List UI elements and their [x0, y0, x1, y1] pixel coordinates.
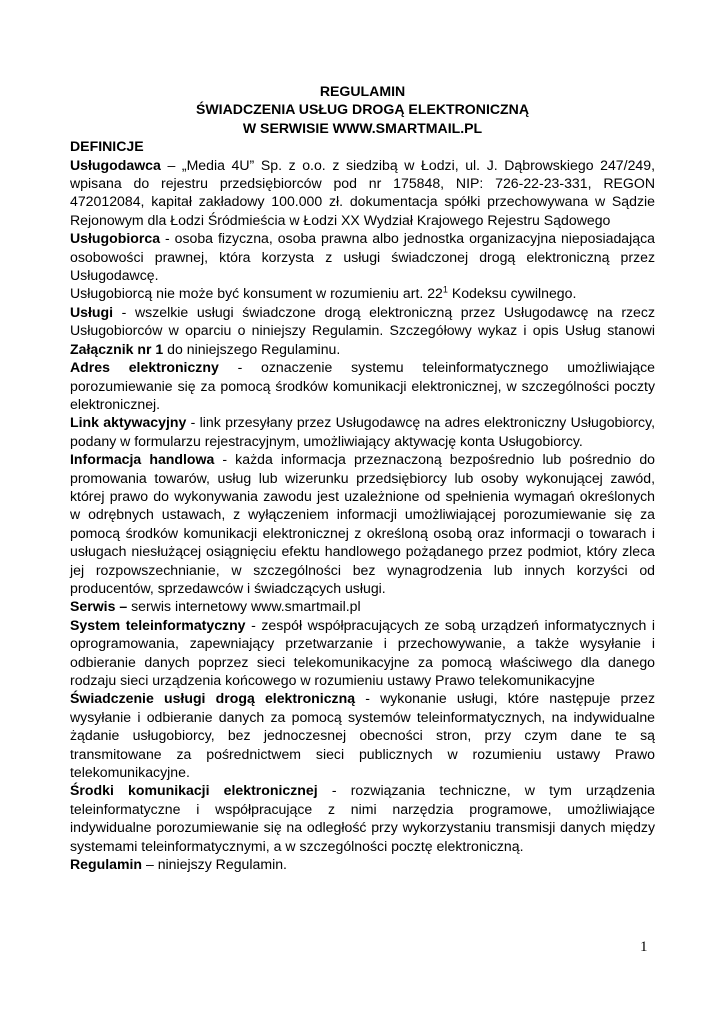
definition-term: System teleinformatyczny: [70, 616, 246, 633]
definition-term: Link aktywacyjny: [70, 414, 187, 431]
definition-text: - link przesyłany przez Usługodawcę na adres elektroniczny Usługobiorcy, podany w formularzu rejestracyjnym, umożliwiający aktywację konta Usługobiorcy.: [70, 414, 655, 449]
document-title-line-2: ŚWIADCZENIA USŁUG DROGĄ ELEKTRONICZNĄ: [195, 101, 530, 118]
definition-term: Regulamin: [70, 856, 143, 873]
definition-regulamin: [70, 855, 655, 873]
definition-text: – „Media 4U” Sp. z o.o. z siedzibą w Łodzi, ul. J. Dąbrowskiego 247/249, wpisana do rejestru przedsiębiorców pod nr 175848, NIP: 726-22-23-331, REGON 472012084, kapitał zakładowy 100.000 zł. dokumentacja spółki przechowywana w Sądzie Rejonowym dla Łodzi Śródmieścia w Łodzi XX Wydział Krajowego Rejestru Sądowego: [70, 156, 655, 228]
definition-link-aktywacyjny: [70, 413, 655, 450]
definition-term: Serwis –: [70, 598, 128, 615]
definition-adres-elektroniczny: [70, 358, 655, 413]
definition-text: - osoba fizyczna, osoba prawna albo jednostka organizacyjna nieposiadająca osobowości prawnej, która korzysta z usługi świadczonej drogą elektroniczną przez Usługodawcę.: [70, 230, 655, 284]
definition-system-teleinformatyczny: [70, 616, 655, 690]
consumer-note: [70, 284, 655, 302]
definition-text: - każda informacja przeznaczoną bezpośrednio lub pośrednio do promowania towarów, usług lub wizerunku przedsiębiorcy lub osoby wykonującej zawód, której prawo do wykonywania zawodu jest uzależnione od spełnienia wymagań określonych w odrębnych ustawach, z wyłączeniem informacji umożliwiającej porozumiewanie się za pomocą środków komunikacji elektronicznej z określoną osobą oraz informacji o towarach i usługach niesłużącej osiągnięciu efektu handlowego pożądanego przez podmiot, który zleca jej rozpowszechnianie, w szczególności bez wynagrodzenia lub innych korzyści od producentów, sprzedawców i świadczących usługi.: [70, 451, 655, 596]
definition-text: serwis internetowy www.smartmail.pl: [127, 598, 361, 615]
attachment-reference: Załącznik nr 1: [70, 340, 164, 357]
definition-term: Usługobiorca: [70, 230, 161, 247]
document-title-line-3: W SERWISIE WWW.SMARTMAIL.PL: [242, 119, 483, 136]
definitions-heading: DEFINICJE: [70, 138, 144, 155]
definition-text: - wszelkie usługi świadczone drogą elektroniczną przez Usługodawcę na rzecz Usługobiorców w oparciu o niniejszy Regulamin. Szczegółowy wykaz i opis Usług stanowi: [70, 303, 655, 339]
document-page: [70, 82, 655, 873]
definition-text: - wykonanie usługi, które następuje przez wysyłanie i odbieranie danych za pomocą systemów teleinformatycznych, na indywidualne żądanie usługobiorcy, bez jednoczesnej obecności stron, przy czym dane te są transmitowane za pośrednictwem sieci publicznych w rozumieniu ustawy Prawo telekomunikacyjne.: [70, 690, 655, 781]
page-number: 1: [640, 939, 648, 955]
definition-term: Usługi: [70, 303, 114, 320]
superscript: 1: [442, 284, 448, 295]
definition-text: - zespół współpracujących ze sobą urządzeń informatycznych i oprogramowania, zapewniający przetwarzanie i przechowywanie, a także wysyłanie i odbieranie danych poprzez sieci telekomunikacyjne za pomocą właściwego dla danego rodzaju sieci urządzenia końcowego w rozumieniu ustawy Prawo telekomunikacyjne: [70, 616, 656, 688]
definition-term: Środki komunikacji elektronicznej: [70, 782, 318, 799]
definition-uslugodawca: [70, 156, 655, 230]
definition-serwis: [70, 597, 655, 615]
definition-informacja-handlowa: [70, 450, 655, 597]
definition-uslugobiorca: [70, 229, 655, 284]
consumer-note-text-end: Kodeksu cywilnego.: [447, 285, 577, 302]
definition-term: Usługodawca: [70, 156, 161, 173]
definition-text: - rozwiązania techniczne, w tym urządzenia teleinformatyczne i współpracujące z nimi narzędzia programowe, umożliwiające indywidualne porozumiewanie się na odległość przy wykorzystaniu transmisji danych między systemami teleinformatycznymi, a w szczególności pocztę elektroniczną.: [70, 782, 655, 854]
definition-text-end: do niniejszego Regulaminu.: [163, 340, 341, 357]
definition-term: Adres elektroniczny: [70, 359, 219, 376]
definition-swiadczenie-uslugi: [70, 689, 655, 781]
definition-srodki-komunikacji: [70, 781, 655, 855]
definition-term: Informacja handlowa: [70, 451, 215, 468]
definition-uslugi: [70, 303, 655, 358]
definition-text: – niniejszy Regulamin.: [142, 856, 287, 873]
document-title-line-1: REGULAMIN: [319, 83, 406, 99]
definition-term: Świadczenie usługi drogą elektroniczną: [70, 690, 356, 707]
consumer-note-text: Usługobiorcą nie może być konsument w rozumieniu art. 22: [70, 285, 443, 302]
definition-text: - oznaczenie systemu teleinformatycznego umożliwiające porozumiewanie się za pomocą środków komunikacji elektronicznej, w szczególności poczty elektronicznej.: [70, 359, 655, 412]
